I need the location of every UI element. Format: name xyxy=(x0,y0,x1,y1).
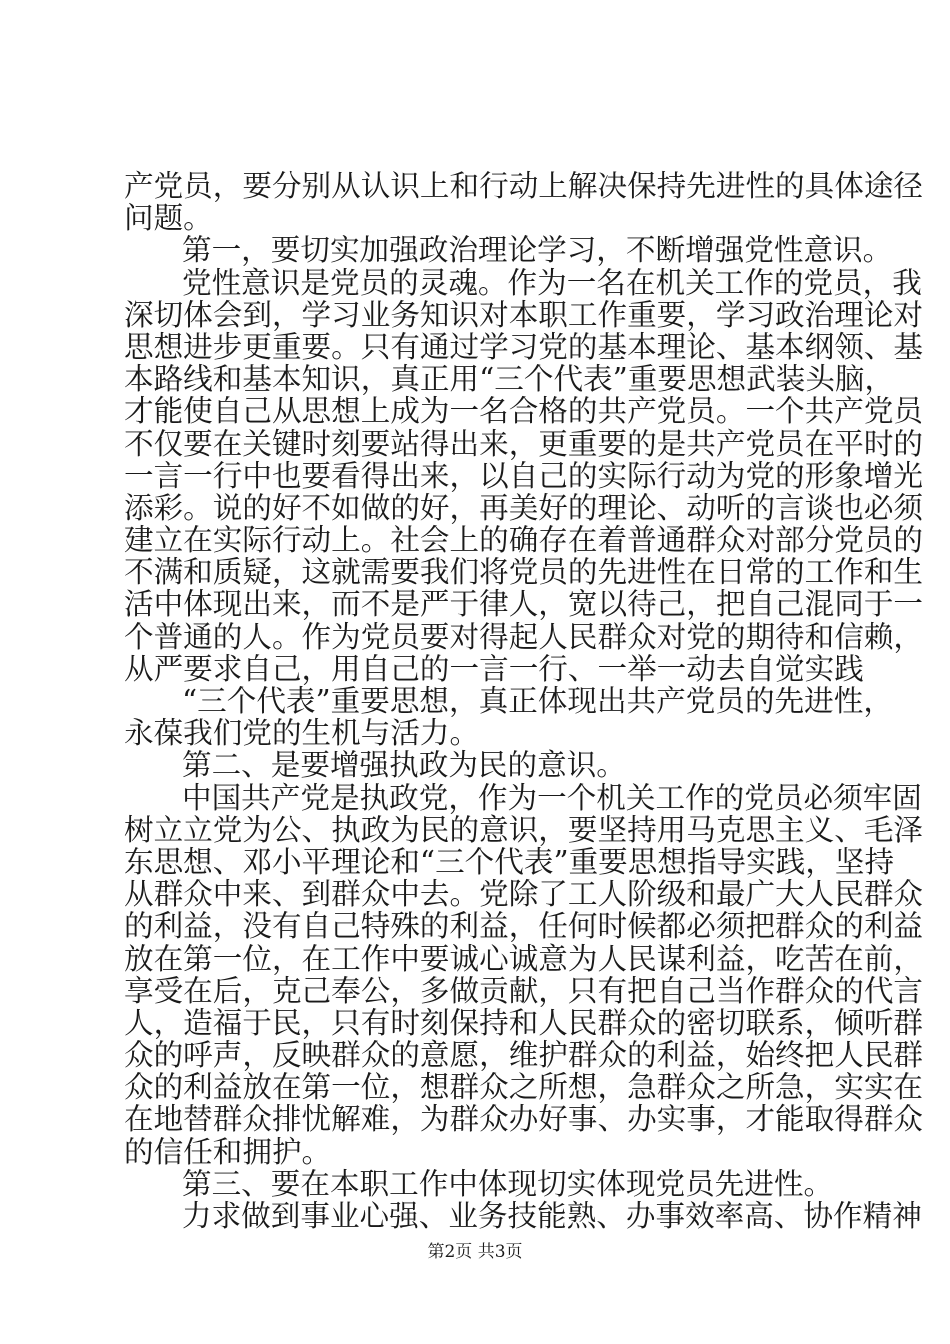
text-line: 党性意识是党员的灵魂。作为一名在机关工作的党员，我 xyxy=(182,265,922,300)
text-line: 众的利益放在第一位，想群众之所想，急群众之所急，实实在 xyxy=(124,1070,924,1105)
text-line: 不满和质疑，这就需要我们将党员的先进性在日常的工作和生 xyxy=(124,555,924,590)
text-line: 产党员，要分别从认识上和行动上解决保持先进性的具体途径 xyxy=(124,169,924,203)
page-number: 第2页 共3页 xyxy=(427,1242,523,1262)
text-line: 添彩。说的好不如做的好，再美好的理论、动听的言谈也必须 xyxy=(124,490,924,525)
text-line: 在地替群众排忧解难，为群众办好事、办实事，才能取得群众 xyxy=(124,1102,924,1137)
text-line: 人，造福于民，只有时刻保持和人民群众的密切联系，倾听群 xyxy=(124,1005,924,1040)
text-line: 的信任和拥护。 xyxy=(124,1134,332,1169)
text-line: 活中体现出来，而不是严于律人，宽以待己，把自己混同于一 xyxy=(124,587,924,622)
document-body xyxy=(124,169,924,1233)
section-heading: 第二、是要增强执政为民的意识。 xyxy=(182,748,626,783)
text-line: 从群众中来、到群众中去。党除了工人阶级和最广大人民群众 xyxy=(124,877,924,912)
text-line: 享受在后，克己奉公，多做贡献，只有把自己当作群众的代言 xyxy=(124,973,924,1008)
text-line: 从严要求自己，用自己的一言一行、一举一动去自觉实践 xyxy=(124,651,864,686)
text-line: “三个代表”重要思想，真正体现出共产党员的先进性， xyxy=(182,684,893,718)
section-heading: 第三、要在本职工作中体现切实体现党员先进性。 xyxy=(182,1166,834,1201)
text-line: 建立在实际行动上。社会上的确存在着普通群众对部分党员的 xyxy=(124,523,924,558)
text-line: 力求做到事业心强、业务技能熟、办事效率高、协作精神 xyxy=(182,1199,922,1233)
section-heading: 第一，要切实加强政治理论学习，不断增强党性意识。 xyxy=(182,233,893,268)
text-line: 本路线和基本知识，真正用“三个代表”重要思想武装头脑， xyxy=(124,362,895,397)
text-line: 放在第一位，在工作中要诚心诚意为人民谋利益，吃苦在前， xyxy=(124,941,924,976)
text-line: 不仅要在关键时刻要站得出来，更重要的是共产党员在平时的 xyxy=(124,426,924,461)
page-footer xyxy=(0,1241,950,1263)
text-line: 思想进步更重要。只有通过学习党的基本理论、基本纲领、基 xyxy=(124,329,924,364)
text-line: 树立立党为公、执政为民的意识，要坚持用马克思主义、毛泽 xyxy=(124,812,924,847)
text-line: 才能使自己从思想上成为一名合格的共产党员。一个共产党员 xyxy=(124,394,924,429)
text-line: 众的呼声，反映群众的意愿，维护群众的利益，始终把人民群 xyxy=(124,1038,924,1073)
text-line: 一言一行中也要看得出来，以自己的实际行动为党的形象增光 xyxy=(124,458,924,493)
text-line: 东思想、邓小平理论和“三个代表”重要思想指导实践，坚持 xyxy=(124,844,895,879)
text-line: 中国共产党是执政党，作为一个机关工作的党员必须牢固 xyxy=(182,780,922,815)
text-line: 问题。 xyxy=(124,201,213,236)
text-line: 个普通的人。作为党员要对得起人民群众对党的期待和信赖， xyxy=(124,619,924,654)
text-line: 的利益，没有自己特殊的利益，任何时候都必须把群众的利益 xyxy=(124,909,924,944)
text-line: 深切体会到，学习业务知识对本职工作重要，学习政治理论对 xyxy=(124,297,924,332)
text-line: 永葆我们党的生机与活力。 xyxy=(124,716,480,751)
